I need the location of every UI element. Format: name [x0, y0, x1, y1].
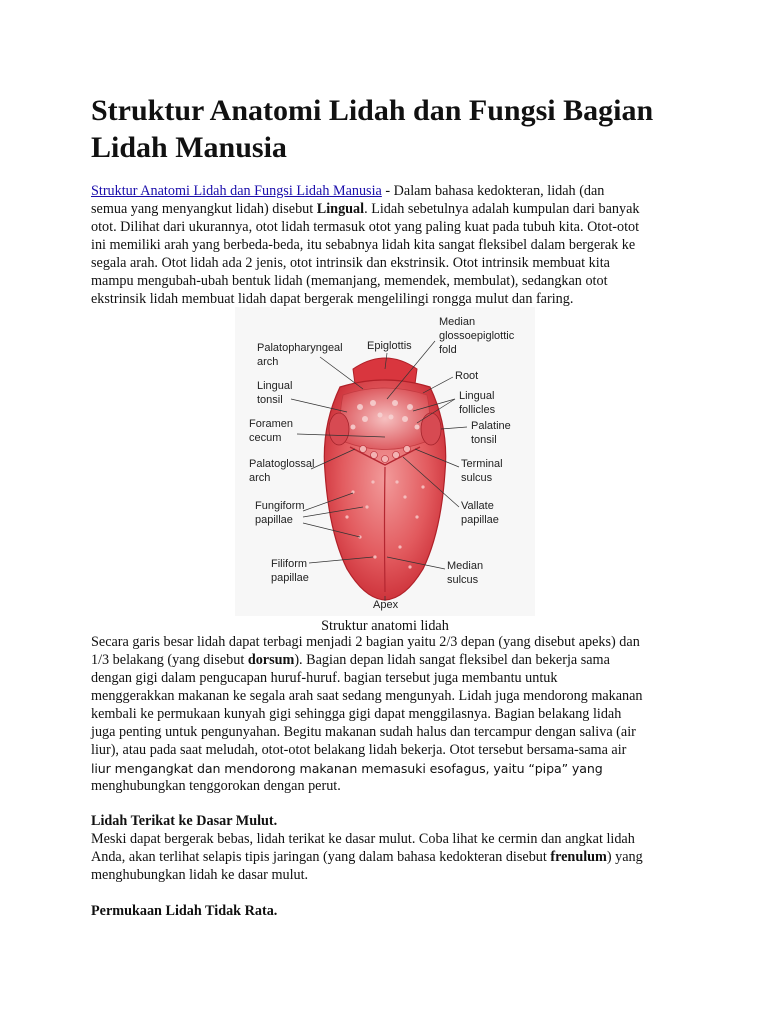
- svg-text:papillae: papillae: [271, 572, 309, 584]
- section-heading-surface: Permukaan Lidah Tidak Rata.: [91, 903, 278, 919]
- svg-text:tonsil: tonsil: [471, 434, 497, 446]
- svg-text:sulcus: sulcus: [461, 472, 493, 484]
- label-filiform-papillae: Filiform: [271, 558, 308, 570]
- intro-line-7: ekstrinsik lidah membuat lidah dapat bergerak mengelilingi rongga mulut dan faring.: [91, 291, 574, 307]
- svg-text:Palatopharyngeal: [257, 342, 343, 354]
- svg-text:papillae: papillae: [461, 514, 499, 526]
- left-tonsil-shape: [329, 413, 349, 445]
- svg-text:arch: arch: [257, 356, 279, 368]
- svg-text:sulcus: sulcus: [447, 574, 479, 586]
- intro-line-4: ini memiliki arah yang berbeda-beda, itu sebabnya lidah kita sangat fleksibel dalam bergerak ke: [91, 237, 636, 253]
- body-line-7: liur), atau pada saat meludah, otot-otot belakang lidah bekerja. Otot tersebut bersama-sama air: [91, 742, 627, 758]
- label-epiglottis: Epiglottis: [367, 340, 412, 352]
- body-line-8: liur mengangkat dan mendorong makanan memasuki esofagus, yaitu “pipa” yang: [91, 761, 603, 776]
- body-line-3: dengan gigi dalam pengucapan huruf-huruf. bagian tersebut juga membantu untuk: [91, 670, 558, 686]
- label-palatine-tonsil: Palatine: [471, 420, 511, 432]
- svg-text:Palatoglossal: [249, 458, 314, 470]
- svg-text:Median: [447, 560, 483, 572]
- intro-link[interactable]: Struktur Anatomi Lidah dan Fungsi Lidah Manusia: [91, 183, 382, 199]
- svg-text:Lingual: [459, 390, 494, 402]
- label-lingual-tonsil: Lingual: [257, 380, 293, 392]
- body-line-4: menggerakkan makanan ke segala arah saat sedang mengunyah. Lidah juga mendorong makanan: [91, 688, 643, 704]
- label-fungiform-papillae: Fungiform: [255, 500, 305, 512]
- label-median-glossoepiglottic: Median: [439, 316, 476, 328]
- intro-line-5: segala arah. Otot lidah ada 2 jenis, otot intrinsik dan ekstrinsik. Otot intrinsik membuat kita: [91, 255, 610, 271]
- section-heading-attached: Lidah Terikat ke Dasar Mulut.: [91, 813, 278, 829]
- svg-text:Apex: [373, 599, 399, 611]
- label-root: Root: [455, 370, 479, 382]
- body-line-2: 1/3 belakang (yang disebut dorsum). Bagian depan lidah sangat fleksibel dan bekerja sama: [91, 652, 610, 668]
- body-line-5: kembali ke permukaan kunyah gigi sehingga gigi dapat menggilasnya. Bagian belakang lidah: [91, 706, 622, 722]
- median-sulcus-line: [385, 467, 386, 592]
- label-foramen-cecum: Foramen: [249, 418, 294, 430]
- svg-text:Lingual: [257, 380, 292, 392]
- label-palatoglossal-arch: Palatoglossal: [249, 458, 315, 470]
- svg-text:Epiglottis: [367, 340, 412, 352]
- body-line-1: Secara garis besar lidah dapat terbagi menjadi 2 bagian yaitu 2/3 depan (yang disebut apeks) dan: [91, 634, 640, 650]
- section2-line-1: Meski dapat bergerak bebas, lidah terikat ke dasar mulut. Coba lihat ke cermin dan angkat lidah: [91, 831, 635, 847]
- term-frenulum: frenulum: [550, 849, 607, 865]
- svg-text:papillae: papillae: [255, 514, 293, 526]
- tongue-diagram: [235, 307, 535, 616]
- svg-text:Root: [455, 370, 478, 382]
- svg-text:Median: [439, 316, 475, 328]
- svg-text:Fungiform: [255, 500, 305, 512]
- svg-text:tonsil: tonsil: [257, 394, 283, 406]
- svg-text:Filiform: [271, 558, 307, 570]
- section2-line-3: menghubungkan lidah ke dasar mulut.: [91, 867, 309, 883]
- figure-caption: Struktur anatomi lidah: [321, 618, 449, 634]
- label-median-sulcus: Median: [447, 560, 484, 572]
- label-apex: Apex: [373, 599, 399, 611]
- intro-line-1: Struktur Anatomi Lidah dan Fungsi Lidah Manusia - Dalam bahasa kedokteran, lidah (dan: [91, 183, 605, 199]
- svg-text:arch: arch: [249, 472, 271, 484]
- tongue-root: [340, 388, 429, 450]
- svg-text:Foramen: [249, 418, 293, 430]
- label-palatopharyngeal: Palatopharyngeal: [257, 342, 343, 354]
- svg-text:cecum: cecum: [249, 432, 282, 444]
- section2-line-2: Anda, akan terlihat selapis tipis jaringan (yang dalam bahasa kedokteran disebut frenulum) yang: [91, 849, 643, 865]
- right-tonsil-shape: [421, 413, 441, 445]
- body-line-6: juga penting untuk pengunyahan. Begitu makanan sudah halus dan tercampur dengan saliva (air: [91, 724, 636, 740]
- intro-line-2: semua yang menyangkut lidah) disebut Lingual. Lidah sebetulnya adalah kumpulan dari banyak: [91, 201, 640, 217]
- svg-text:glossoepiglottic: glossoepiglottic: [439, 330, 515, 342]
- label-vallate-papillae: Vallate: [461, 500, 494, 512]
- label-terminal-sulcus: Terminal: [461, 458, 503, 470]
- body-line-9: menghubungkan tenggorokan dengan perut.: [91, 778, 341, 794]
- tongue-anatomy-figure: [235, 307, 535, 616]
- intro-line-6: mampu mengubah-ubah bentuk lidah (memanjang, memendek, membulat), sedangkan otot: [91, 273, 608, 289]
- term-lingual: Lingual: [316, 201, 365, 217]
- page-title: Struktur Anatomi Lidah dan Fungsi Bagian Lidah Manusia: [91, 94, 654, 164]
- intro-line-3: otot. Dilihat dari ukurannya, otot lidah termasuk otot yang paling kuat pada tubuh kita. Otot-otot: [91, 219, 640, 235]
- label-lingual-follicles: Lingual: [459, 390, 495, 402]
- svg-text:Vallate: [461, 500, 494, 512]
- svg-text:follicles: follicles: [459, 404, 496, 416]
- svg-text:Terminal: [461, 458, 503, 470]
- svg-text:fold: fold: [439, 344, 457, 356]
- term-dorsum: dorsum: [247, 652, 295, 668]
- svg-text:Palatine: [471, 420, 511, 432]
